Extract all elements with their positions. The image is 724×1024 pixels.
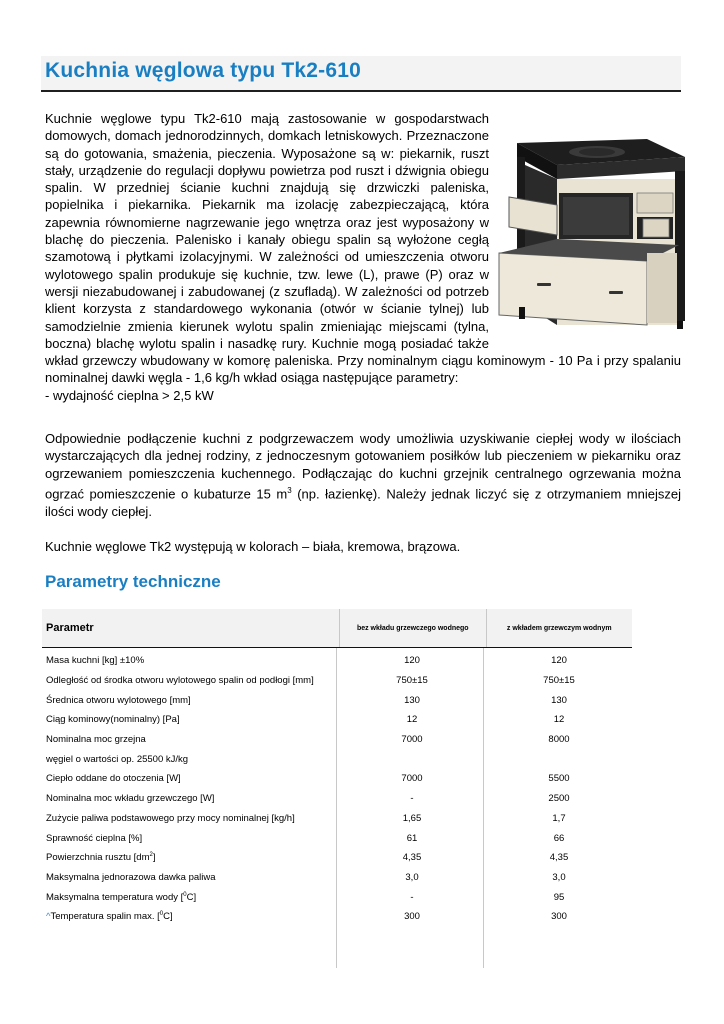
intro-last-line: - wydajność cieplna > 2,5 kW xyxy=(45,387,214,403)
row-value-with-insert: 750±15 xyxy=(543,675,575,687)
row-value-with-insert: 4,35 xyxy=(549,852,569,864)
row-param: Maksymalna temperatura wody [$^0$C] xyxy=(46,891,197,903)
intro-text: Kuchnie węglowe typu Tk2-610 mają zastosowanie w gospodarstwach domowych, domach jednorodzinnych, domkach letniskowych. Przeznaczone są do gotowania, smażenia, pieczenia. Wyposażone są w: piekarnik, ruszt stały, urządzenie do regulacji dopływu powietrza pod ruszt i dźwignia obiegu spalin. W przedniej ścianie kuchni znajdują się drzwiczki paleniska, popielnika i piekarnika. Piekarnik ma izolację zabezpieczającą, która zapewnia równomierne nagrzewanie jego wnętrza oraz jest wyposażony w blachę do pieczenia. Palenisko i kanały obiegu spalin są wyłożone cegłą szamotową i płytkami izolacyjnymi. W zależności od umieszczenia otworu wylotowego spalin produkuje się kuchnie, tzw. lewe (L), prawe (P) oraz w wersji niezabudowanej i zabudowanej (z szufladą). W zależności od potrzeb klient korzysta z standardowego wykonania (otwór w ścianie tylnej) lub samodzielnie zmienia kierunek wylotu spalin zmieniając miejscami (tylna, boczna) blachę wylotu spalin i nasadkę rury. Kuchnie mogą posiadać także wkład grzewczy wbudowany w komorę paleniska. Przy nominalnym ciągu kominowym - 10 Pa i przy spalaniu nominalnej dawki węgla - 1,6 kg/h wkład osiąga następujące parametry: xyxy=(45,111,681,386)
table-row xyxy=(42,809,632,829)
row-value-without-insert: 750±15 xyxy=(396,675,428,687)
parameters-table xyxy=(42,609,632,927)
table-row xyxy=(42,710,632,730)
row-value-with-insert: 120 xyxy=(551,655,567,667)
row-value-without-insert: 1,65 xyxy=(402,812,422,824)
row-param: Nominalna moc wkładu grzewczego [W] xyxy=(46,793,215,805)
row-param: węgiel o wartości op. 25500 kJ/kg xyxy=(46,753,189,765)
row-value-with-insert: 8000 xyxy=(548,734,570,746)
row-param: ^Temperatura spalin max. [$^0$C] xyxy=(46,911,173,923)
table-row xyxy=(42,690,632,710)
table-row xyxy=(42,789,632,809)
p2-sup: 3 xyxy=(287,485,292,495)
row-value-without-insert: 3,0 xyxy=(405,871,419,883)
intro-section xyxy=(45,110,681,404)
row-param: Odległość od środka otworu wylotowego spalin od podłogi [mm] xyxy=(46,675,314,687)
table-row xyxy=(42,730,632,750)
row-param: Ciąg kominowy(nominalny) [Pa] xyxy=(46,714,180,726)
param-sup: 0 xyxy=(159,911,164,918)
table-row xyxy=(42,887,632,907)
row-value-with-insert: 2500 xyxy=(548,793,570,805)
p2-text: Odpowiednie podłączenie kuchni z podgrzewaczem wody umożliwia uzyskiwanie ciepłej wody w ilościach wystarczających dla jednej rodziny, z jednoczesnym gotowaniem posiłków lub pieczeniem w piekarniku oraz ogrzewaniem pomieszczenia kuchennego. Podłączając do kuchni grzejnik centralnego ogrzewania można ogrzać pomieszczenie o kubaturze 15 m xyxy=(45,431,681,502)
title-bar xyxy=(41,56,681,92)
row-value-without-insert: 300 xyxy=(404,911,420,923)
param-sup: 2 xyxy=(149,852,153,859)
caret-mark: ^ xyxy=(46,911,51,923)
header-col1: bez wkładu grzewczego wodnego xyxy=(356,624,469,632)
table-row xyxy=(42,769,632,789)
p2-text-after: (np. łazienkę). Należy jednak liczyć się z otrzymaniem mniejszej ilości wody ciepłej. xyxy=(45,486,681,519)
row-param: Nominalna moc grzejna xyxy=(46,734,146,746)
table-header xyxy=(42,609,632,648)
row-value-without-insert: - xyxy=(410,891,414,903)
header-col2: z wkładem grzewczym wodnym xyxy=(506,624,612,632)
row-param: Maksymalna jednorazowa dawka paliwa xyxy=(46,871,216,883)
table-row xyxy=(42,868,632,888)
row-value-without-insert: - xyxy=(410,793,414,805)
table-row xyxy=(42,749,632,769)
row-value-with-insert: 12 xyxy=(553,714,565,726)
section-title: Parametry techniczne xyxy=(45,572,221,591)
row-value-with-insert: 130 xyxy=(551,694,567,706)
row-value-with-insert: 3,0 xyxy=(552,871,566,883)
row-value-without-insert: 12 xyxy=(406,714,418,726)
row-value-without-insert: 120 xyxy=(404,655,420,667)
row-param: Zużycie paliwa podstawowego przy mocy nominalnej [kg/h] xyxy=(46,812,295,824)
row-value-with-insert: 1,7 xyxy=(552,812,566,824)
row-param: Ciepło oddane do otoczenia [W] xyxy=(46,773,181,785)
page-title: Kuchnia węglowa typu Tk2-610 xyxy=(45,59,362,82)
row-value-with-insert: 5500 xyxy=(548,773,570,785)
row-param: Sprawność cieplna [%] xyxy=(46,832,143,844)
header-param: Parametr xyxy=(46,622,94,634)
row-value-with-insert: 95 xyxy=(553,891,565,903)
param-sup: 0 xyxy=(183,891,187,898)
row-value-without-insert: 7000 xyxy=(401,773,423,785)
table-row xyxy=(42,848,632,868)
table-row xyxy=(42,828,632,848)
row-param: Masa kuchni [kg] ±10% xyxy=(46,655,145,667)
row-param: Powierzchnia rusztu $[dm^2]$ xyxy=(46,852,156,864)
table-body xyxy=(42,648,632,927)
table-row xyxy=(42,671,632,691)
water-heating-paragraph xyxy=(45,430,681,520)
table-row xyxy=(42,651,632,671)
table-row xyxy=(42,907,632,927)
stove-image xyxy=(497,135,687,331)
row-value-without-insert: 7000 xyxy=(401,734,423,746)
row-value-without-insert: 61 xyxy=(406,832,418,844)
colors-paragraph: Kuchnie węglowe Tk2 występują w kolorach – biała, kremowa, brązowa. xyxy=(45,539,461,554)
row-value-without-insert: 130 xyxy=(404,694,420,706)
row-value-with-insert: 300 xyxy=(551,911,567,923)
row-param: Średnica otworu wylotowego [mm] xyxy=(46,694,191,706)
row-value-without-insert: 4,35 xyxy=(402,852,422,864)
row-value-with-insert: 66 xyxy=(553,832,565,844)
